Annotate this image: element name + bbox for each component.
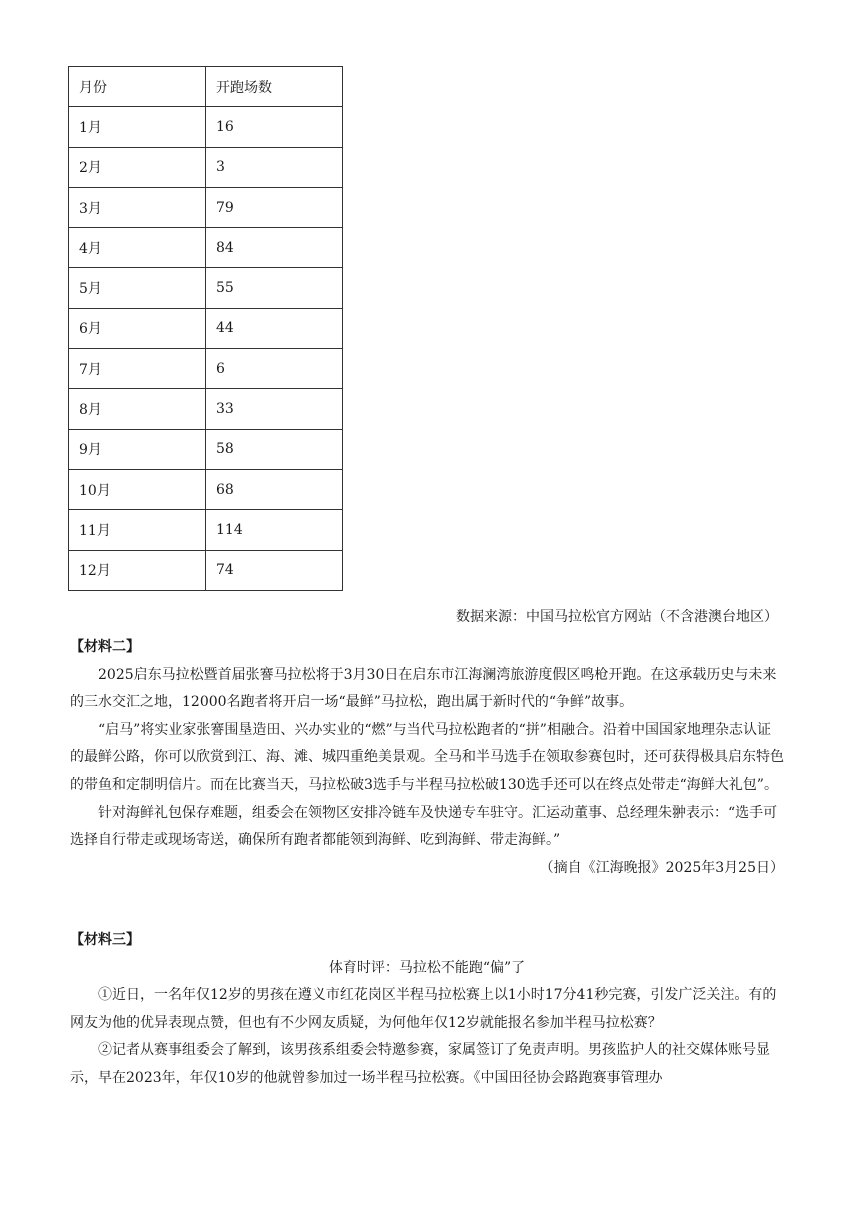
material-two-paragraph-3: 针对海鲜礼包保存难题，组委会在领物区安排冷链车及快递专车驻守。汇运动董事、总经理朱翀表示：“选手可选择自行带走或现场寄送，确保所有跑者都能领到海鲜、吃到海鲜、带走海鲜。” [70, 804, 778, 849]
table-row [69, 510, 343, 550]
month-cell: 2月 [69, 147, 206, 187]
month-cell: 5月 [69, 268, 206, 308]
material-two-paragraph-2: “启马”将实业家张謇围垦造田、兴办实业的“燃”与当代马拉松跑者的“拼”相融合。沿着中国国家地理杂志认证的最鲜公路，你可以欣赏到江、海、滩、城四重绝美景观。全马和半马选手在领取参赛包时，还可获得极具启东特色的带鱼和定制明信片。而在比赛当天，马拉松破3选手与半程马拉松破130选手还可以在终点处带走“海鲜大礼包”。 [70, 721, 784, 793]
monthly-races-table [68, 66, 343, 591]
race-count-cell: 58 [206, 429, 343, 469]
table-row [69, 107, 343, 147]
material-two [70, 634, 784, 882]
race-count-cell: 16 [206, 107, 343, 147]
month-cell: 11月 [69, 510, 206, 550]
race-count-cell: 74 [206, 550, 343, 590]
table-row [69, 228, 343, 268]
material-three [70, 927, 784, 1093]
material-two-heading: 【材料二】 [70, 639, 140, 655]
material-two-paragraph-1: 2025启东马拉松暨首届张謇马拉松将于3月30日在启东市江海澜湾旅游度假区鸣枪开跑。在这承载历史与未来的三水交汇之地，12000名跑者将开启一场“最鲜”马拉松，跑出属于新时代的“争鲜”故事。 [70, 666, 777, 711]
race-count-cell: 114 [206, 510, 343, 550]
race-count-cell: 44 [206, 308, 343, 348]
month-cell: 10月 [69, 469, 206, 509]
race-count-cell: 33 [206, 389, 343, 429]
table-row [69, 469, 343, 509]
race-count-cell: 开跑场数 [206, 67, 343, 107]
material-two-citation: （摘自《江海晚报》2025年3月25日） [539, 859, 784, 876]
month-cell: 1月 [69, 107, 206, 147]
month-cell: 6月 [69, 308, 206, 348]
material-three-title: 体育时评：马拉松不能跑“偏”了 [328, 959, 526, 976]
data-source: 数据来源：中国马拉松官方网站（不含港澳台地区） [456, 609, 778, 625]
month-cell: 4月 [69, 228, 206, 268]
table-row [69, 268, 343, 308]
table-row [69, 550, 343, 590]
table-row [69, 187, 343, 227]
month-cell: 9月 [69, 429, 206, 469]
month-cell: 月份 [69, 67, 206, 107]
table-row [69, 147, 343, 187]
race-count-cell: 6 [206, 349, 343, 389]
month-cell: 3月 [69, 187, 206, 227]
table-row [69, 308, 343, 348]
table-row [69, 389, 343, 429]
race-count-cell: 3 [206, 147, 343, 187]
month-cell: 7月 [69, 349, 206, 389]
table-body [69, 67, 343, 591]
material-three-paragraph-2: ②记者从赛事组委会了解到，该男孩系组委会特邀参赛，家属签订了免责声明。男孩监护人的社交媒体账号显示，早在2023年，年仅10岁的他就曾参加过一场半程马拉松赛。《中国田径协会路跑赛事管理办 [70, 1042, 770, 1086]
race-count-cell: 79 [206, 187, 343, 227]
month-cell: 8月 [69, 389, 206, 429]
month-cell: 12月 [69, 550, 206, 590]
race-count-cell: 55 [206, 268, 343, 308]
table-row [69, 429, 343, 469]
race-count-cell: 68 [206, 469, 343, 509]
table-row [69, 349, 343, 389]
material-three-heading: 【材料三】 [70, 932, 140, 948]
table-header-row [69, 67, 343, 107]
race-count-cell: 84 [206, 228, 343, 268]
material-three-paragraph-1: ①近日，一名年仅12岁的男孩在遵义市红花岗区半程马拉松赛上以1小时17分41秒完赛，引发广泛关注。有的网友为他的优异表现点赞，但也有不少网友质疑，为何他年仅12岁就能报名参加半程马拉松赛？ [70, 987, 777, 1031]
